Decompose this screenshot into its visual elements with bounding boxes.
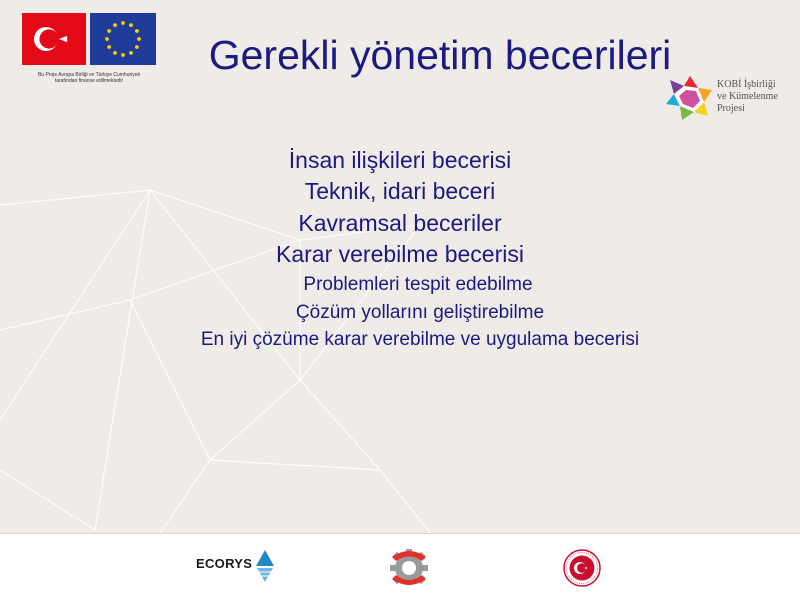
kobi-name-line1: KOBİ İşbirliği xyxy=(717,79,776,90)
kobi-name-line2: ve Kümelenme xyxy=(717,91,778,102)
skill-item: Teknik, idari beceri xyxy=(304,178,496,204)
skill-item: Karar verebilme becerisi xyxy=(276,241,524,267)
skill-item: İnsan ilişkileri becerisi xyxy=(288,147,512,173)
sub-skill-item: En iyi çözüme karar verebilme ve uygulama becerisi xyxy=(200,329,640,350)
kobi-project-name xyxy=(717,79,797,115)
ministry-seal-icon xyxy=(563,549,601,587)
skill-item: Kavramsal beceriler xyxy=(298,210,502,236)
flag-caption-line2: tarafından finanse edilmektedir xyxy=(54,78,124,84)
eu-flag-icon xyxy=(90,13,156,65)
sub-skill-item: Problemleri tespit edebilme xyxy=(303,274,533,295)
turkish-flag-icon xyxy=(22,13,86,65)
gear-logo-icon xyxy=(386,545,432,587)
flags-logo xyxy=(22,13,156,65)
page-title: Gerekli yönetim becerileri xyxy=(208,32,672,78)
kobi-name-line3: Projesi xyxy=(717,103,745,114)
sub-skill-item: Çözüm yollarını geliştirebilme xyxy=(295,302,545,323)
flag-caption xyxy=(22,72,156,84)
flag-caption-line1: Bu Proje Avrupa Birliği ve Türkiye Cumhuriyeti xyxy=(37,72,141,78)
ecorys-logo-text: ECORYS xyxy=(196,556,253,571)
kobi-star-logo-icon xyxy=(664,74,716,122)
ecorys-triangle-icon xyxy=(254,548,276,584)
